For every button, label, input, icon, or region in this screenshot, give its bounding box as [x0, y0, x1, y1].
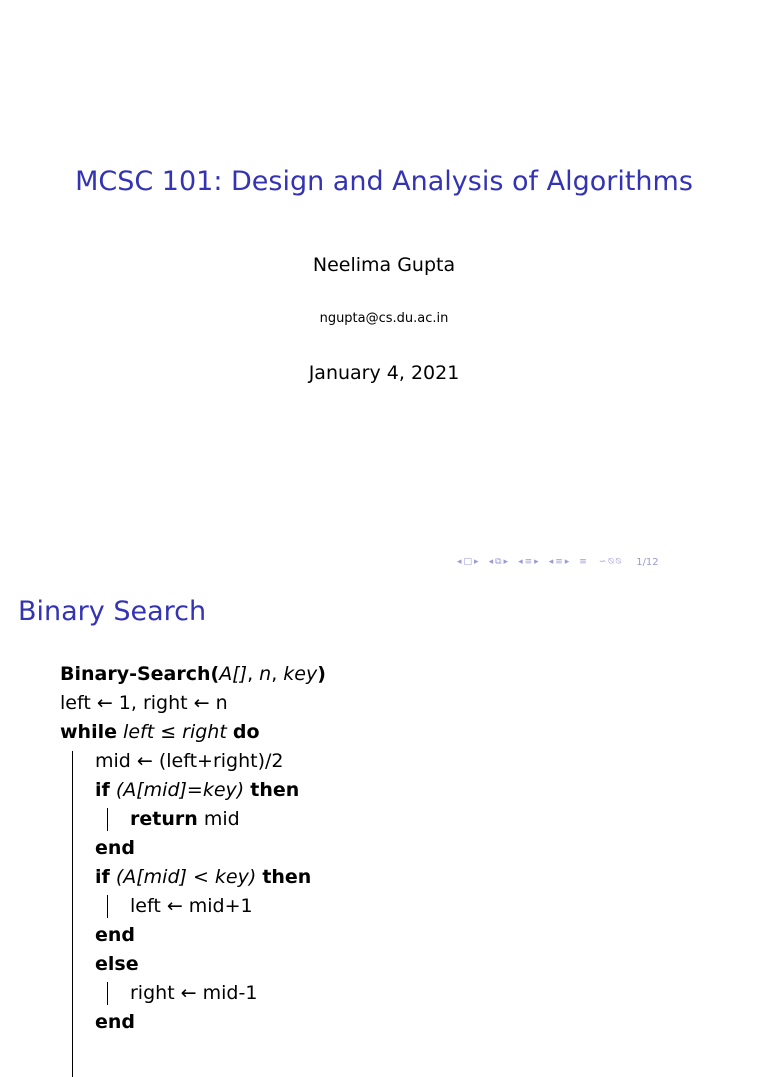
- if-body-1: [95, 805, 326, 834]
- end-line-2: end: [95, 924, 136, 946]
- if-line-1: [95, 776, 326, 805]
- param-n: n: [259, 663, 272, 685]
- while-body: [60, 747, 326, 1037]
- nav-search-icon[interactable]: ⍉: [608, 557, 614, 567]
- param-array: A[]: [219, 663, 248, 685]
- return-value: mid: [203, 808, 240, 830]
- else-body: [95, 979, 326, 1008]
- nav-subsection-icon[interactable]: ≡: [524, 557, 533, 567]
- binary-search-slide: [0, 576, 768, 1033]
- presentation-title: MCSC 101: Design and Analysis of Algorithms: [75, 166, 693, 197]
- nav-section-icon[interactable]: ≡: [555, 557, 563, 567]
- frame-title: Binary Search: [18, 596, 207, 627]
- keyword-if: if: [95, 779, 110, 801]
- nav-prev-icon[interactable]: ◂: [457, 557, 462, 567]
- nav-frame-controls: [488, 557, 510, 567]
- keyword-if: if: [95, 866, 110, 888]
- left-update-line: left ← mid+1: [130, 895, 253, 917]
- keyword-return: return: [130, 808, 198, 830]
- keyword-while: while: [60, 721, 117, 743]
- nav-frame-icon[interactable]: ⧉: [495, 557, 502, 567]
- nav-next-icon[interactable]: ▸: [534, 557, 539, 567]
- author-email: ngupta@cs.du.ac.in: [319, 311, 449, 326]
- right-update-line: right ← mid-1: [130, 982, 258, 1004]
- nav-prev-icon[interactable]: ◂: [548, 557, 554, 567]
- keyword-then: then: [262, 866, 312, 888]
- nav-extra-controls: [578, 557, 622, 567]
- end-line-3: end: [95, 1011, 136, 1033]
- page-number: 1/12: [636, 556, 659, 568]
- nav-slide-controls: [456, 557, 480, 567]
- nav-next-icon[interactable]: ▸: [564, 557, 570, 567]
- beamer-navigation-bar: [456, 555, 659, 569]
- mid-line: mid ← (left+right)/2: [95, 750, 284, 772]
- algorithm-name: Binary-Search: [60, 663, 211, 685]
- if-body-2: [95, 892, 326, 921]
- nav-prev-icon[interactable]: ◂: [518, 557, 523, 567]
- author-name: Neelima Gupta: [312, 254, 456, 276]
- end-line-1: end: [95, 837, 136, 859]
- while-condition: left ≤ right: [123, 721, 227, 743]
- keyword-then: then: [250, 779, 300, 801]
- presentation-date: January 4, 2021: [308, 362, 460, 384]
- return-line: [130, 805, 326, 834]
- else-line: else: [95, 953, 139, 975]
- init-line: left ← 1, right ← n: [60, 692, 228, 714]
- algorithm-header: Binary-Search(A[], n, key): [60, 663, 326, 685]
- nav-search-icon[interactable]: ∽: [598, 557, 607, 567]
- if-condition-1: (A[mid]=key): [115, 779, 245, 801]
- algorithm-block: [60, 660, 326, 1037]
- if-condition-2: (A[mid] < key): [115, 866, 257, 888]
- nav-prev-icon[interactable]: ◂: [488, 557, 494, 567]
- nav-next-icon[interactable]: ▸: [474, 557, 479, 567]
- nav-section-controls: [548, 557, 571, 567]
- nav-subsection-controls: [517, 557, 540, 567]
- keyword-do: do: [232, 721, 260, 743]
- nav-search-icon[interactable]: ⍉: [615, 557, 622, 567]
- nav-next-icon[interactable]: ▸: [503, 557, 509, 567]
- nav-align-icon[interactable]: ≡: [579, 557, 587, 567]
- param-key: key: [283, 663, 318, 685]
- while-line: [60, 718, 326, 747]
- if-line-2: [95, 863, 326, 892]
- nav-frame-icon[interactable]: □: [463, 557, 473, 567]
